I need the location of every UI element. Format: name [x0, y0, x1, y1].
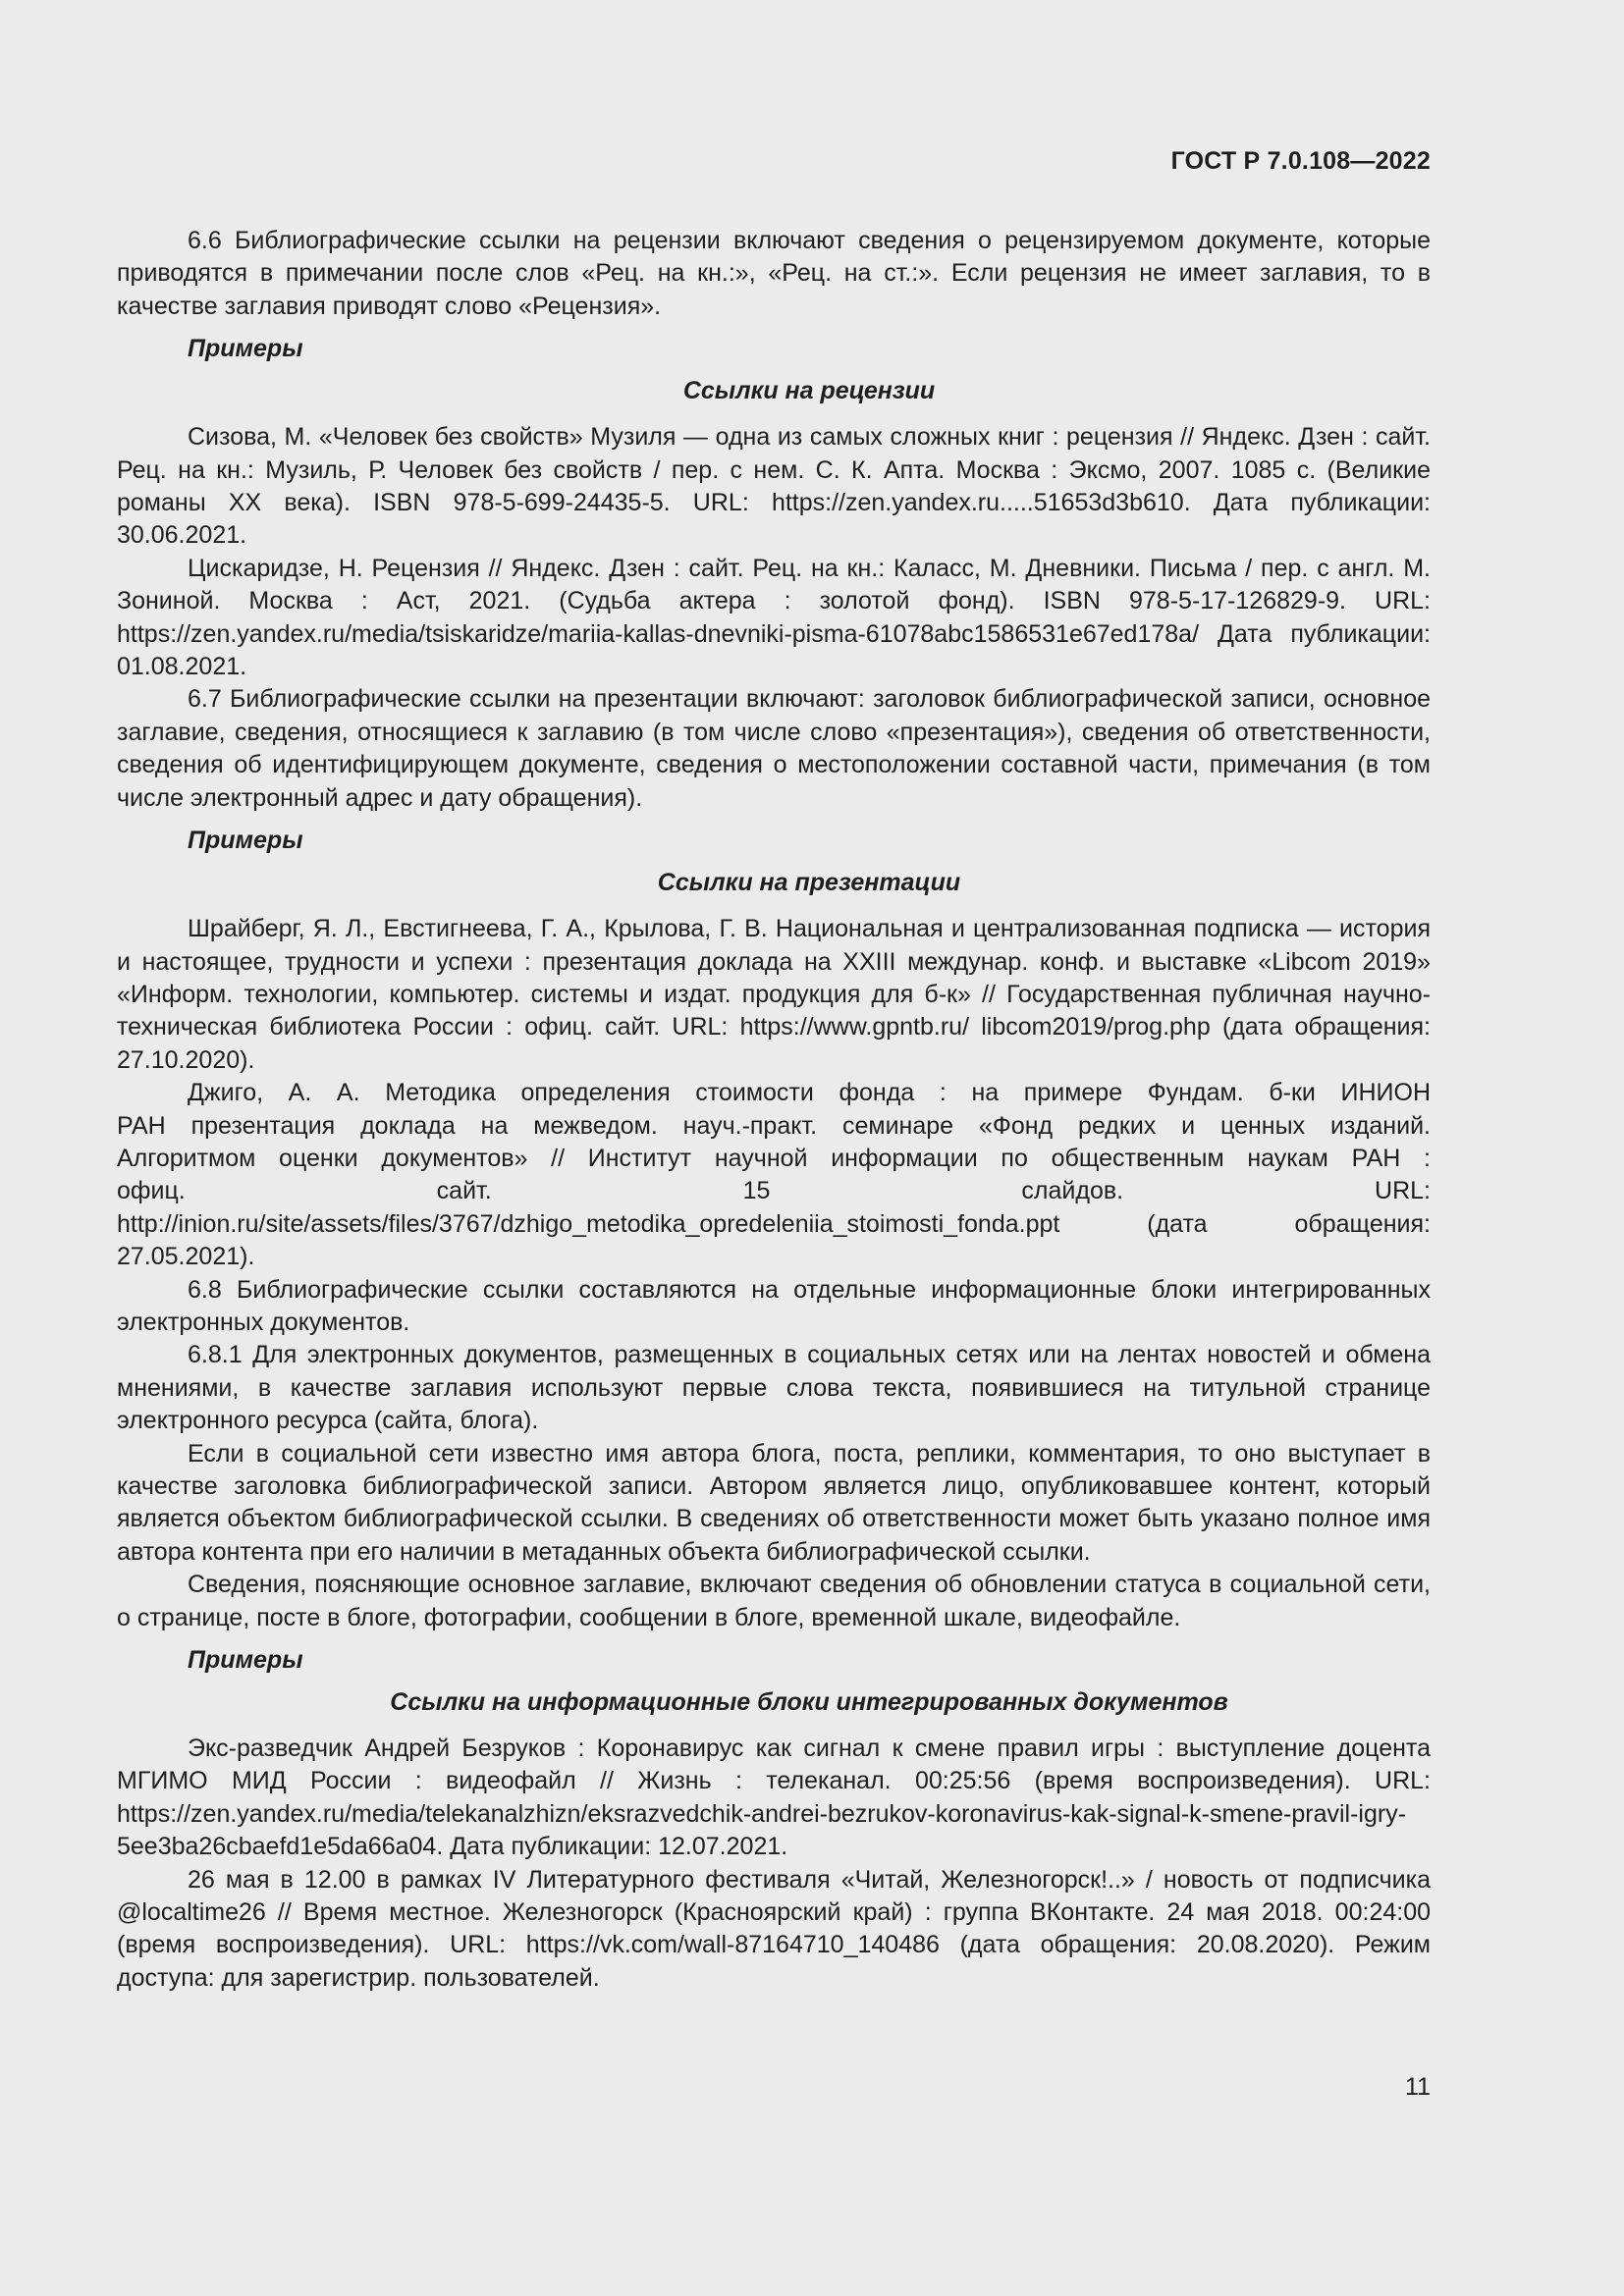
paragraph-6-8: 6.8 Библиографические ссылки составляются на отдельные информационные блоки интегрированных электронных документов. [117, 1275, 1431, 1336]
page-content [117, 225, 1431, 1995]
paragraph-info: Сведения, поясняющие основное заглавие, включают сведения об обновлении статуса в социальной сети, о странице, посте в блоге, фотографии, сообщении в блоге, временной шкале, видеофайле. [117, 1571, 1431, 1631]
example-review-sizova: Сизова, М. «Человек без свойств» Музиля — одна из самых сложных книг : рецензия // Яндекс. Дзен : сайт. Рец. на кн.: Музиль, Р. Человек без свойств / пер. с нем. С. К. Апта. Москва : Эксмо, 2007. 1085 с. (Великие романы XX века). ISBN 978-5-699-24435-5. URL: https://zen.yandex.ru.....51653d3b610. Дата публикации: 30.06.2021. [117, 423, 1431, 550]
standard-header: ГОСТ Р 7.0.108—2022 [1170, 147, 1431, 175]
paragraph-6-7: 6.7 Библиографические ссылки на презентации включают: заголовок библиографической записи, основное заглавие, сведения, относящиеся к заглавию (в том числе слово «презентация»), сведения об ответственности, сведения об идентифицирующем документе, сведения о местоположении составной части, примечания (в том числе электронный адрес и дату обращения). [117, 685, 1431, 812]
examples-label: Примеры [188, 335, 303, 363]
paragraph-6-8-1: 6.8.1 Для электронных документов, размещенных в социальных сетях или на лентах новостей и обмена мнениями, в качестве заглавия используют первые слова текста, появившиеся на титульной странице электронного ресурса (сайта, блога). [117, 1341, 1431, 1435]
example-integrated-festival: 26 мая в 12.00 в рамках IV Литературного фестиваля «Читай, Железногорск!..» / новость от подписчика @localtime26 // Время местное. Железногорск (Красноярский край) : группа ВКонтакте. 24 мая 2018. 00:24:00 (время воспроизведения). URL: https://vk.com/wall-87164710_140486 (дата обращения: 20.08.2020). Режим доступа: для зарегистрир. пользователей. [117, 1865, 1431, 1992]
examples-label: Примеры [188, 827, 303, 855]
examples-title-integrated: Ссылки на информационные блоки интегрированных документов [390, 1688, 1228, 1717]
paragraph-6-6: 6.6 Библиографические ссылки на рецензии включают сведения о рецензируемом документе, которые приводятся в примечании после слов «Рец. на кн.:», «Рец. на ст.:». Если рецензия не имеет заглавия, то в качестве заглавия приводят слово «Рецензия». [117, 227, 1431, 320]
examples-title-reviews: Ссылки на рецензии [682, 377, 936, 405]
examples-title-presentations: Ссылки на презентации [657, 869, 961, 897]
example-review-tsiskaridze: Цискаридзе, Н. Рецензия // Яндекс. Дзен : сайт. Рец. на кн.: Каласс, М. Дневники. Письма / пер. с англ. М. Зониной. Москва : Аст, 2021. (Судьба актера : золотой фонд). ISBN 978-5-17-126829-9. URL: https://zen.yandex.ru/media/tsiskaridze/mariia-kallas-dnevniki-pisma-61078abc1586531e67ed178a/ Дата публикации: 01.08.2021. [117, 554, 1431, 681]
examples-label: Примеры [188, 1646, 303, 1675]
example-presentation-dzhigo: Джиго, А. А. Методика определения стоимости фонда : на примере Фундам. б-ки ИНИОН РАН презентация доклада на межведом. науч.-практ. семинаре «Фонд редких и ценных изданий. Алгоритмом оценки документов» // Институт научной информации по общественным наукам РАН : офиц. сайт. 15 слайдов. URL: http://inion.ru/site/assets/files/3767/dzhigo_metodika_opredeleniia_stoimosti_fonda.ppt (дата обращения: 27.05.2021). [117, 1079, 1431, 1271]
paragraph-author: Если в социальной сети известно имя автора блога, поста, реплики, комментария, то оно выступает в качестве заголовка библиографической записи. Автором является лицо, опубликовавшее контент, который является объектом библиографической ссылки. В сведениях об ответственности может быть указано полное имя автора контента при его наличии в метаданных объекта библиографической ссылки. [117, 1439, 1431, 1566]
example-integrated-bezrukov: Экс-разведчик Андрей Безруков : Коронавирус как сигнал к смене правил игры : выступление доцента МГИМО МИД России : видеофайл // Жизнь : телеканал. 00:25:56 (время воспроизведения). URL: https://zen.yandex.ru/media/telekanalzhizn/eksrazvedchik-andrei-bezrukov-koronavirus-kak-signal-k-smene-pravil-igry-5ee3ba26cbaefd1e5da66a04. Дата публикации: 12.07.2021. [117, 1735, 1431, 1861]
example-presentation-shraiberg: Шрайберг, Я. Л., Евстигнеева, Г. А., Крылова, Г. В. Национальная и централизованная подписка — история и настоящее, трудности и успехи : презентация доклада на XXIII междунар. конф. и выставке «Libcom 2019» «Информ. технологии, компьютер. системы и издат. продукция для б-к» // Государственная публичная научно-техническая библиотека России : офиц. сайт. URL: https://www.gpntb.ru/ libcom2019/prog.php (дата обращения: 27.10.2020). [117, 915, 1431, 1074]
page-number: 11 [1405, 2073, 1431, 2101]
